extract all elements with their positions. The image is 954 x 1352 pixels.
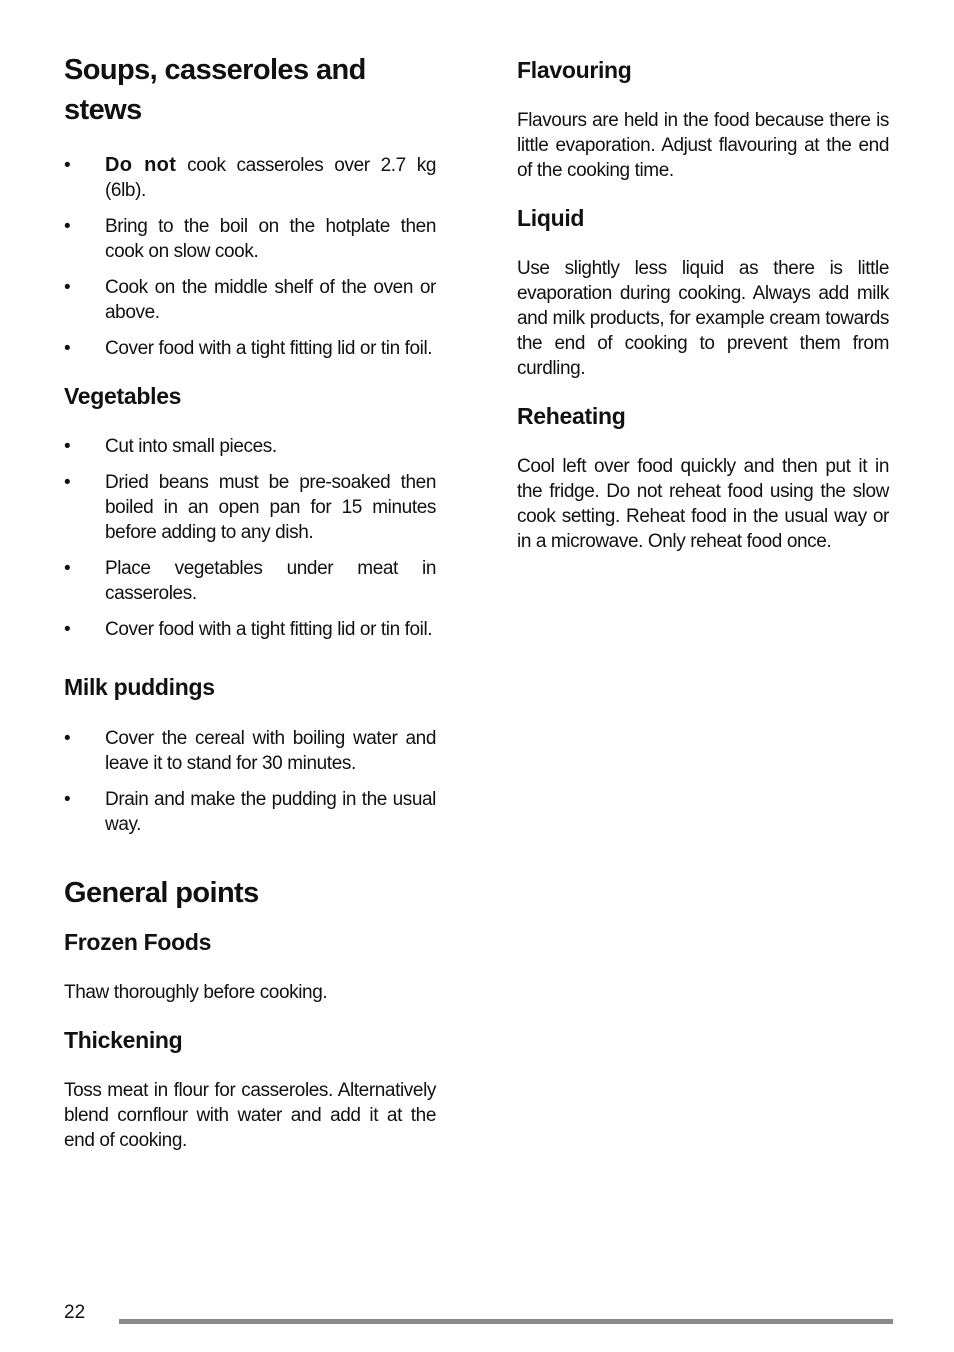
- list-item-text: Place vegetables under meat in casseroles.: [105, 558, 436, 604]
- list-item: [64, 275, 436, 325]
- bullet-icon: •: [64, 436, 71, 457]
- bullet-icon: •: [64, 472, 71, 493]
- bullet-icon: •: [64, 277, 71, 298]
- heading-reheating: Reheating: [517, 403, 626, 429]
- list-item: [64, 787, 436, 837]
- bullet-icon: •: [64, 619, 71, 640]
- bullet-icon: •: [64, 728, 71, 749]
- list-item-text: Bring to the boil on the hotplate then cook on slow cook.: [105, 216, 436, 262]
- heading-liquid: Liquid: [517, 205, 585, 231]
- footer-divider: [119, 1319, 893, 1324]
- list-item: [64, 434, 436, 459]
- bullet-icon: •: [64, 558, 71, 579]
- emphasis-text: Do not: [105, 154, 177, 176]
- list-item: [64, 153, 436, 203]
- paragraph-liquid: Use slightly less liquid as there is little evaporation during cooking. Always add milk and milk products, for example cream towards the end of cooking to prevent them from curdling.: [517, 258, 889, 379]
- list-item-text: Cover the cereal with boiling water and leave it to stand for 30 minutes.: [105, 728, 436, 774]
- page-number: 22: [64, 1302, 86, 1323]
- list-item-text: Cook on the middle shelf of the oven or above.: [105, 277, 436, 323]
- list-item: [64, 470, 436, 545]
- milk-puddings-list: [64, 726, 436, 837]
- vegetables-list: [64, 434, 436, 642]
- heading-thickening: Thickening: [64, 1027, 183, 1053]
- heading-vegetables: Vegetables: [64, 383, 182, 409]
- heading-milk-puddings: Milk puddings: [64, 674, 215, 700]
- bullet-icon: •: [64, 216, 71, 237]
- paragraph-flavouring: Flavours are held in the food because there is little evaporation. Adjust flavouring at the end of the cooking time.: [517, 110, 889, 181]
- bullet-icon: •: [64, 155, 71, 176]
- heading-flavouring: Flavouring: [517, 57, 632, 83]
- paragraph-reheating: Cool left over food quickly and then put it in the fridge. Do not reheat food using the slow cook setting. Reheat food in the usual way or in a microwave. Only reheat food once.: [517, 456, 889, 552]
- list-item-text: Cover food with a tight fitting lid or tin foil.: [105, 338, 433, 359]
- bullet-icon: •: [64, 338, 71, 359]
- list-item: [64, 726, 436, 776]
- soups-list: [64, 153, 436, 361]
- heading-frozen-foods: Frozen Foods: [64, 929, 212, 955]
- right-column: [517, 48, 889, 554]
- list-item: [64, 336, 436, 361]
- list-item-text: Cover food with a tight fitting lid or tin foil.: [105, 619, 433, 640]
- list-item-text: Dried beans must be pre-soaked then boiled in an open pan for 15 minutes before adding to any dish.: [105, 472, 436, 543]
- section-title-soups: Soups, casseroles and stews: [64, 54, 366, 126]
- list-item: [64, 214, 436, 264]
- list-item: [64, 617, 436, 642]
- paragraph-frozen-foods: Thaw thoroughly before cooking.: [64, 982, 328, 1003]
- list-item-text: Drain and make the pudding in the usual way.: [105, 789, 436, 835]
- bullet-icon: •: [64, 789, 71, 810]
- list-item-text: Cut into small pieces.: [105, 436, 277, 457]
- list-item-text: cook casseroles over 2.7 kg (6lb).: [105, 155, 436, 201]
- paragraph-thickening: Toss meat in flour for casseroles. Alternatively blend cornflour with water and add it at the end of cooking.: [64, 1080, 436, 1151]
- list-item: [64, 556, 436, 606]
- left-column: [64, 48, 436, 1153]
- section-title-general-points: General points: [64, 877, 259, 909]
